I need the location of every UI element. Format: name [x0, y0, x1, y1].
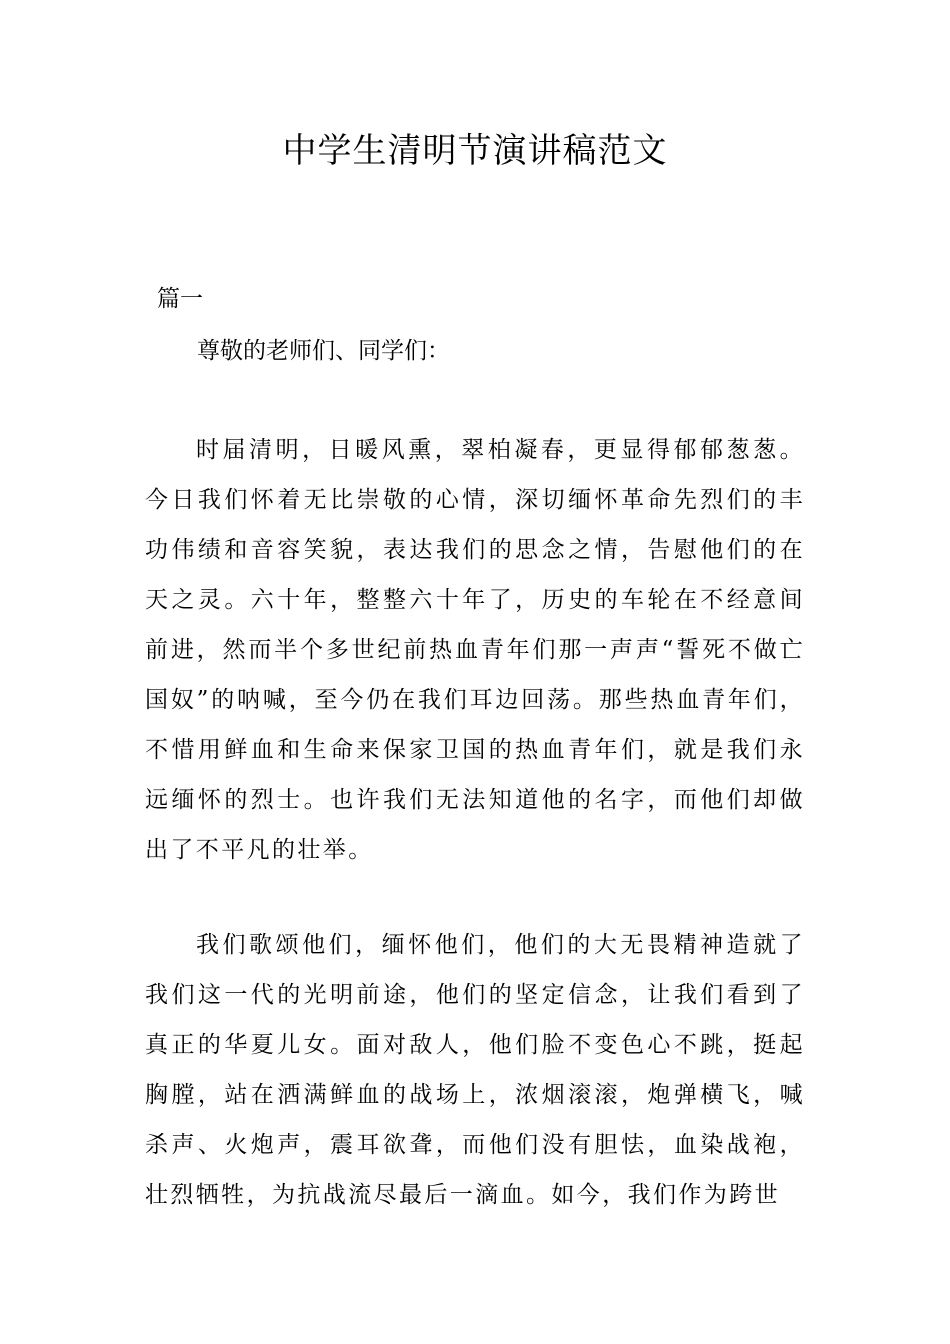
section-label: 篇一: [157, 286, 203, 312]
document-title: 中学生清明节演讲稿范文: [282, 131, 668, 171]
body-paragraph: 我们歌颂他们，缅怀他们，他们的大无畏精神造就了我们这一代的光明前途，他们的坚定信念，让我们看到了真正的华夏儿女。面对敌人，他们脸不变色心不跳，挺起胸膛，站在洒满鲜血的战场上，浓烟滚滚，炮弹横飞，喊杀声、火炮声，震耳欲聋，而他们没有胆怯，血染战袍，壮烈牺牲，为抗战流尽最后一滴血。如今，我们作为跨世: [145, 932, 805, 1208]
body-paragraph: 时届清明，日暖风熏，翠柏凝春，更显得郁郁葱葱。今日我们怀着无比崇敬的心情，深切缅怀革命先烈们的丰功伟绩和音容笑貌，表达我们的思念之情，告慰他们的在天之灵。六十年，整整六十年了，历史的车轮在不经意间前进，然而半个多世纪前热血青年们那一声声“誓死不做亡国奴”的呐喊，至今仍在我们耳边回荡。那些热血青年们，不惜用鲜血和生命来保家卫国的热血青年们，就是我们永远缅怀的烈士。也许我们无法知道他的名字，而他们却做出了不平凡的壮举。: [145, 437, 805, 863]
greeting-line: 尊敬的老师们、同学们：: [197, 338, 450, 364]
